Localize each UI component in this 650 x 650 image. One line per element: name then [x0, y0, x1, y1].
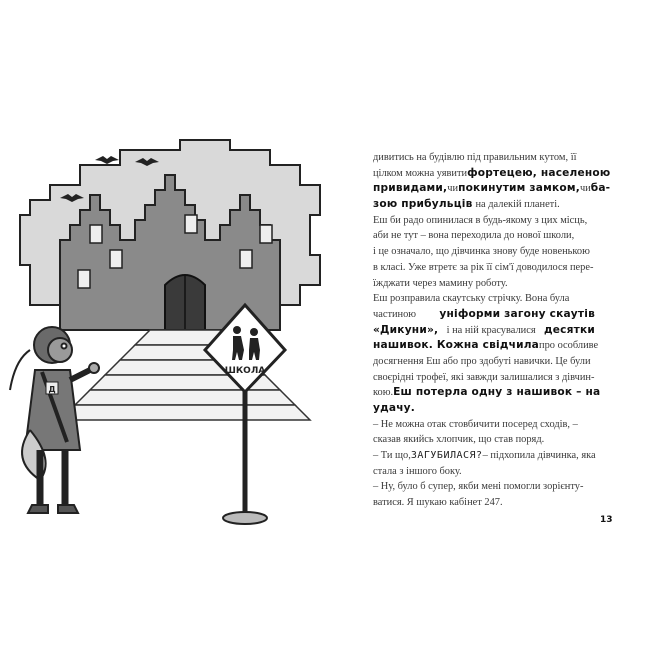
text-segment: – Ну, було б супер, якби мені помогли зорієнту- [373, 481, 584, 493]
text-line [373, 338, 599, 354]
text-line [373, 213, 595, 229]
handwritten-text: ЗАГУБИЛАСЯ? [410, 450, 483, 462]
text-line [373, 197, 595, 213]
text-line [373, 291, 595, 307]
text-line [373, 354, 595, 370]
text-segment: – Не можна отак стовбичити посеред сходів, – [373, 418, 578, 430]
emphasized-text: покинутим замком, [458, 182, 580, 195]
text-segment: сказав якийсь хлопчик, що став поряд. [373, 434, 545, 446]
emphasized-text: ба- [590, 182, 611, 195]
text-segment: про особливе [539, 340, 599, 352]
text-segment: досягнення Еш або про здобуті навички. Це були [373, 355, 591, 367]
text-segment: цілком можна уявити [373, 167, 468, 179]
emphasized-text: десятки [544, 323, 595, 336]
text-segment: і на ній красувалися [446, 324, 536, 336]
text-line [373, 479, 595, 495]
text-line [373, 181, 611, 197]
text-line [373, 166, 611, 182]
text-segment: Еш би радо опинилася в будь-якому з цих місць, [373, 214, 588, 226]
text-line [373, 370, 595, 386]
emphasized-text: «Дикуни», [373, 323, 439, 336]
text-segment: аби не тут – вона переходила до нової школи, [373, 230, 575, 242]
text-line [373, 417, 595, 433]
text-line [373, 276, 595, 292]
text-segment: чи [447, 183, 459, 195]
text-line [373, 260, 595, 276]
text-line [373, 228, 595, 244]
text-line [373, 307, 595, 323]
text-line [373, 150, 595, 166]
text-segment: ватися. Я шукаю кабінет 247. [373, 497, 503, 509]
text-segment: кою. [373, 387, 394, 399]
school-illustration [0, 130, 350, 540]
emphasized-text: Еш потерла одну з нашивок – на [393, 386, 601, 399]
emphasized-text: уніформи загону скаутів [439, 307, 595, 320]
text-segment: їжджати через мамину роботу. [373, 277, 508, 289]
text-line [373, 432, 595, 448]
text-line [373, 244, 595, 260]
emphasized-text: фортецею, населеною [467, 166, 611, 179]
text-line [373, 385, 601, 401]
text-line [373, 323, 595, 339]
sign-label: ШКОЛА [224, 366, 266, 376]
body-text [373, 150, 611, 511]
text-segment: – підхопила дівчинка, яка [482, 450, 596, 462]
text-line [373, 448, 595, 464]
text-segment: дивитись на будівлю під правильним кутом, її [373, 152, 577, 163]
page-number: 13 [600, 515, 613, 525]
emphasized-text: нашивок. Кожна свідчила [373, 339, 540, 352]
emphasized-text: привидами, [373, 182, 448, 195]
text-segment: стала з іншого боку. [373, 465, 462, 477]
text-segment: своєрідні трофеї, які завжди залишалися з дівчин- [373, 371, 595, 383]
emphasized-text: удачу. [373, 402, 416, 414]
emphasized-text: зою прибульців [373, 198, 473, 211]
text-segment: на далекій планеті. [475, 199, 560, 211]
text-segment: Еш розправила скаутську стрічку. Вона була [373, 293, 570, 305]
text-segment: чи [579, 183, 591, 195]
text-line [373, 495, 595, 511]
text-segment: частиною [373, 308, 417, 320]
text-segment: і це означало, що дівчинка знову буде новенькою [373, 246, 590, 258]
text-line [373, 464, 595, 480]
text-segment: в класі. Уже втретє за рік її сім'ї доводилося пере- [373, 261, 594, 273]
badge-letter: Д [48, 385, 56, 394]
text-segment: – Ти що, [373, 450, 411, 462]
text-line [373, 401, 595, 417]
